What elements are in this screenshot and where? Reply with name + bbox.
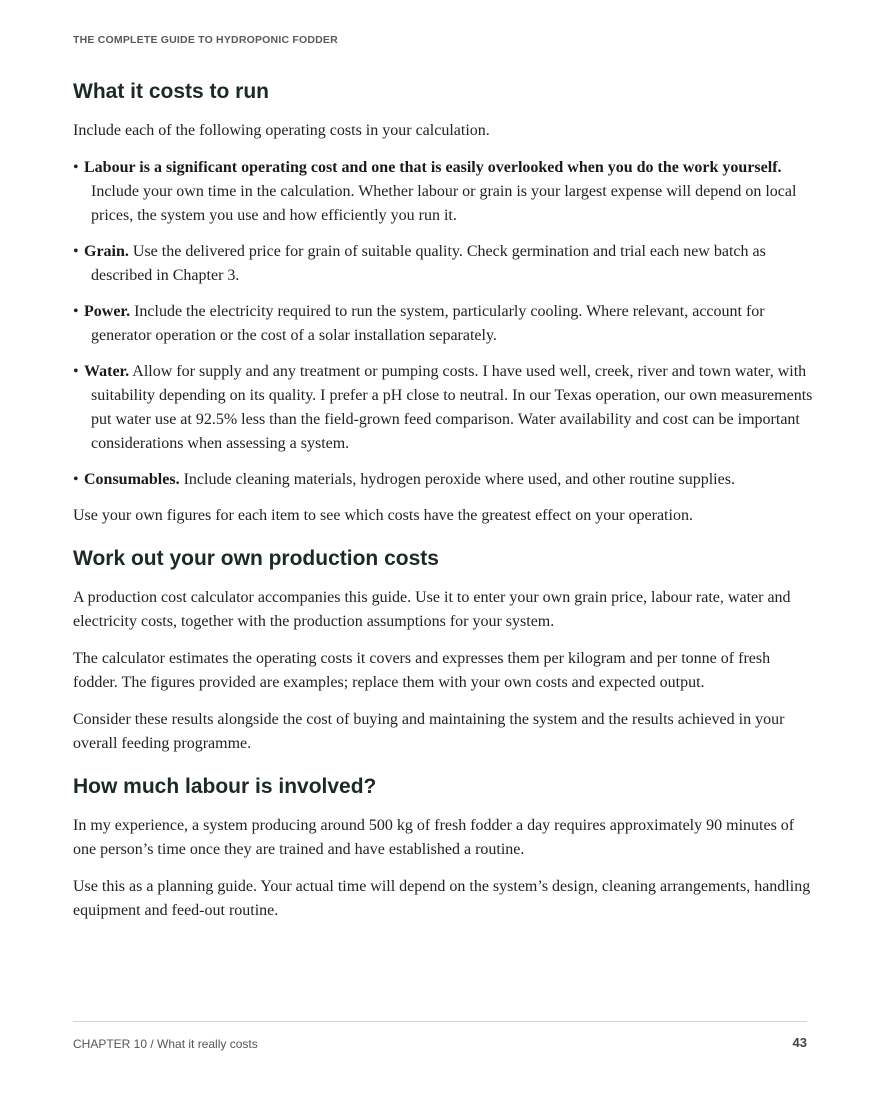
item-text: Use the delivered price for grain of suitable quality. Check germination and trial each new batch as described in Chapter 3. [91,243,766,284]
item-lead: Labour is a significant operating cost and one that is easily overlooked when you do the work yourself. [84,159,782,176]
bullet-icon: • [73,159,79,176]
item-lead: Grain. [84,243,129,260]
section-heading-costs: What it costs to run [73,80,269,103]
item-lead: Consumables. [84,471,180,488]
bullet-icon: • [73,471,79,488]
section-heading-production: Work out your own production costs [73,547,439,570]
list-item-water [73,360,813,456]
costs-intro: Include each of the following operating costs in your calculation. [73,122,490,139]
production-paragraph: A production cost calculator accompanies this guide. Use it to enter your own grain price, labour rate, water and electricity costs, together with the production assumptions for your system. [73,589,791,630]
production-paragraph: Consider these results alongside the cost of buying and maintaining the system and the results achieved in your overall feeding programme. [73,711,785,752]
item-text: Include your own time in the calculation. Whether labour or grain is your largest expense will depend on local prices, the system you use and how efficiently you run it. [91,183,797,224]
item-lead: Power. [84,303,131,320]
page-number: 43 [792,1035,807,1050]
operating-costs-list [73,156,813,492]
bullet-icon: • [73,243,79,260]
item-lead: Water. [84,363,130,380]
list-item-consumables [73,468,813,492]
labour-paragraph: In my experience, a system producing around 500 kg of fresh fodder a day requires approximately 90 minutes of one person’s time once they are trained and have established a routine. [73,817,795,858]
running-header: THE COMPLETE GUIDE TO HYDROPONIC FODDER [73,34,338,46]
item-text: Allow for supply and any treatment or pumping costs. I have used well, creek, river and town water, with suitability depending on its quality. I prefer a pH close to neutral. In our Texas operation, our own measurements put water use at 92.5% less than the field-grown feed comparison. Water availability and cost can be important considerations when assessing a system. [91,363,813,452]
section-heading-labour: How much labour is involved? [73,775,377,798]
bullet-icon: • [73,363,79,380]
production-paragraph: The calculator estimates the operating costs it covers and expresses them per kilogram and per tonne of fresh fodder. The figures provided are examples; replace them with your own costs and expected output. [73,650,771,691]
footer-divider [73,1021,807,1022]
labour-paragraph: Use this as a planning guide. Your actual time will depend on the system’s design, cleaning arrangements, handling equipment and feed-out routine. [73,878,811,919]
costs-outro: Use your own figures for each item to see which costs have the greatest effect on your operation. [73,507,693,524]
item-text: Include cleaning materials, hydrogen peroxide where used, and other routine supplies. [179,471,735,488]
list-item-power [73,300,813,348]
bullet-icon: • [73,303,79,320]
list-item-labour [73,156,813,228]
item-text: Include the electricity required to run the system, particularly cooling. Where relevant, account for generator operation or the cost of a solar installation separately. [91,303,765,344]
list-item-grain [73,240,813,288]
footer-chapter-label: CHAPTER 10 / What it really costs [73,1037,258,1051]
page-body [73,78,813,936]
